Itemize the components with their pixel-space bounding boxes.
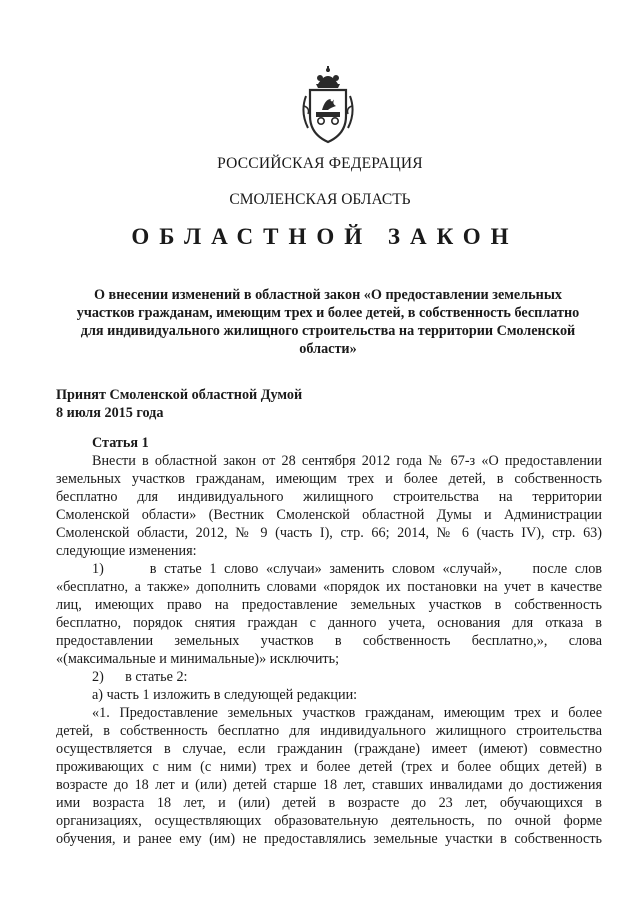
coat-of-arms-icon (296, 66, 360, 146)
text-line: земельных участков гражданам, имеющим трех и более детей, в собственность (56, 471, 602, 487)
text-line: «(максимальные и минимальные)» исключить; (56, 651, 340, 667)
text-line: предоставлении земельных участков в собственность бесплатно,», слова (56, 633, 602, 649)
text-line: возрасте до 18 лет и (или) детей старше 18 лет, ставших инвалидами до достижения (56, 777, 602, 793)
text-line: Внести в областной закон от 28 сентября 2012 года № 67-з «О предоставлении (92, 453, 602, 469)
subject-line: области» (299, 341, 357, 357)
text-line: обучения, и ранее ему (им) не предоставлялись земельные участки в собственность (56, 831, 602, 847)
text-line: детей, в собственность бесплатно для индивидуального жилищного строительства (56, 723, 602, 739)
text-line: 2) в статье 2: (92, 669, 188, 685)
text-line: следующие изменения: (56, 543, 197, 559)
region-heading: СМОЛЕНСКАЯ ОБЛАСТЬ (229, 191, 411, 208)
law-subject (56, 286, 600, 358)
adopted-by: Принят Смоленской областной Думой (56, 387, 303, 403)
adopted-date: 8 июля 2015 года (56, 405, 164, 421)
subject-line: для индивидуального жилищного строительства на территории Смоленской (80, 323, 576, 339)
article-body (56, 434, 602, 848)
text-line: «1. Предоставление земельных участков гражданам, имеющим трех и более (92, 705, 602, 721)
subject-line: участков гражданам, имеющим трех и более детей, в собственность бесплатно (76, 305, 580, 321)
country-heading: РОССИЙСКАЯ ФЕДЕРАЦИЯ (217, 155, 423, 172)
text-line: Смоленской области» (Вестник Смоленской областной Думы и Администрации (56, 507, 602, 523)
text-line: Смоленской области, 2012, № 9 (часть I), стр. 66; 2014, № 6 (часть IV), стр. 63) (56, 525, 602, 541)
text-line: проживающих с ним (с ними) трех и более детей (трех и более общих детей) в (56, 759, 602, 775)
text-line: осуществляется в случае, если гражданин (граждане) имеет (имеют) совместно (56, 741, 602, 757)
text-line: организациях, осуществляющих образовательную деятельность, по очной форме (56, 813, 602, 829)
text-line: а) часть 1 изложить в следующей редакции: (92, 687, 358, 703)
subject-line: О внесении изменений в областной закон «О предоставлении земельных (93, 287, 563, 303)
adoption-info (56, 386, 302, 422)
text-line: «бесплатно, а также» дополнить словами «порядок их постановки на учет в качестве (56, 579, 602, 595)
text-line: 1) в статье 1 слово «случаи» заменить словом «случай», после слов (92, 561, 602, 577)
text-line: бесплатно для индивидуального жилищного строительства на территории (56, 489, 602, 505)
text-line: лиц, имеющих право на предоставление земельных участков в собственность (56, 597, 602, 613)
article-heading: Статья 1 (92, 435, 149, 451)
text-line: ими возраста 18 лет, и (или) детей в возрасте до 23 лет, обучающихся в (56, 795, 602, 811)
text-line: бесплатно, порядок снятия граждан с данного учета, основания для отказа в (56, 615, 602, 631)
law-title: ОБЛАСТНОЙ ЗАКОН (131, 224, 519, 249)
